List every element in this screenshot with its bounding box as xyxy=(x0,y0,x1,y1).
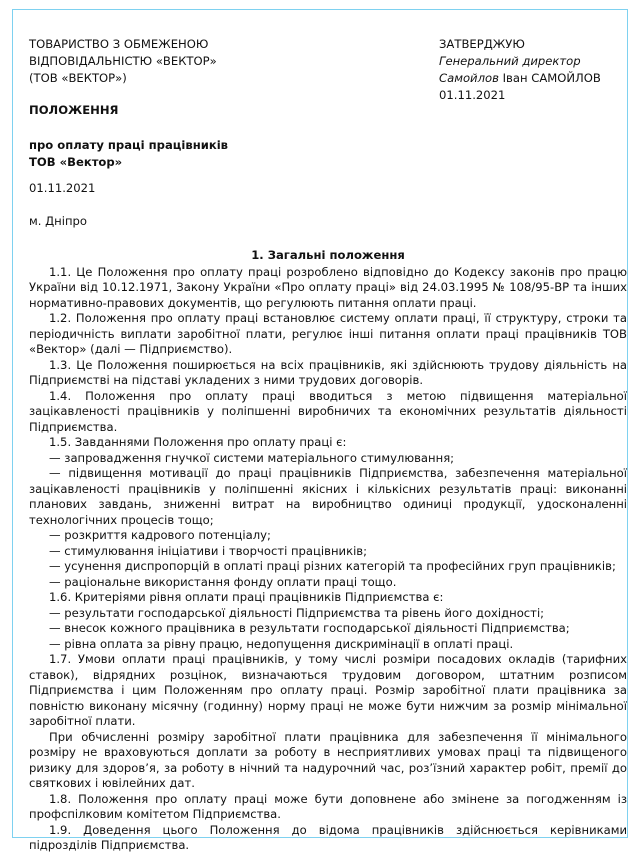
organization-block xyxy=(29,36,289,87)
paragraph-1-6: 1.6. Критеріями рівня оплати праці працівників Підприємства є: xyxy=(49,590,444,604)
approval-position: Генеральний директор xyxy=(439,54,581,68)
paragraph-1-5: 1.5. Завданнями Положення про оплату праці є: xyxy=(49,435,347,449)
task-item: — раціональне використання фонду оплати праці тощо. xyxy=(49,574,397,589)
document-page xyxy=(12,9,628,852)
task-item: — стимулювання ініціативи і творчості працівників; xyxy=(49,543,368,558)
task-item: — усунення диспропорцій в оплаті праці різних категорій та професійних груп працівників; xyxy=(49,559,616,573)
paragraph-1-1: 1.1. Це Положення про оплату праці розроблено відповідно до Кодексу законів про працю України від 10.12.1971, Закону України «Про оплату праці» від 24.03.1995 № 108/95-ВР та інших нормативно-правових документів, що регулюють питання оплати праці. xyxy=(29,264,627,310)
paragraph-1-7-continued: При обчисленні розміру заробітної плати працівника для забезпечення її мінімального розміру не враховуються доплати за роботу в несприятливих умовах праці та підвищеного ризику для здоров’я, за роботу в нічний та надурочний час, роз’їзний характер робіт, премії до святкових і ювілейних дат. xyxy=(29,729,627,790)
section-title: 1. Загальні положення xyxy=(251,248,405,262)
subject-line-2: ТОВ «Вектор» xyxy=(29,155,123,169)
criteria-item: — внесок кожного працівника в результати господарської діяльності Підприємства; xyxy=(49,621,570,635)
task-item: — запровадження гнучкої системи матеріального стимулювання; xyxy=(49,450,455,465)
paragraph-1-9: 1.9. Доведення цього Положення до відома працівників здійснюється керівниками підрозділів Підприємства. xyxy=(29,822,627,852)
criteria-item: — рівна оплата за рівну працю, недопущення дискримінації в оплаті праці. xyxy=(49,636,514,651)
paragraph-1-4: 1.4. Положення про оплату праці вводиться з метою підвищення матеріальної зацікавленості працівників у поліпшенні виробничих та економічних результатів діяльності Підприємства. xyxy=(29,388,627,434)
paragraph-1-8: 1.8. Положення про оплату праці може бути доповнене або змінене за погодженням із профспілковим комітетом Підприємства. xyxy=(29,791,627,821)
criteria-item: — результати господарської діяльності Підприємства та рівень його дохідності; xyxy=(49,605,545,620)
document-date: 01.11.2021 xyxy=(29,181,96,195)
section-body xyxy=(29,248,627,854)
approval-name: Іван САМОЙЛОВ xyxy=(502,71,601,85)
approval-date: 01.11.2021 xyxy=(439,88,506,102)
approval-heading: ЗАТВЕРДЖУЮ xyxy=(439,37,525,51)
paragraph-1-3: 1.3. Це Положення поширюється на всіх працівників, які здійснюють трудову діяльність на Підприємстві на підставі укладених з ними трудових договорів. xyxy=(29,357,627,387)
organization-line-3: (ТОВ «ВЕКТОР») xyxy=(29,71,127,85)
organization-line-2: ВІДПОВІДАЛЬНІСТЮ «ВЕКТОР» xyxy=(29,54,217,68)
approval-signature: Самойлов xyxy=(439,71,499,85)
organization-line-1: ТОВАРИСТВО З ОБМЕЖЕНОЮ xyxy=(29,37,209,51)
document-title: ПОЛОЖЕННЯ xyxy=(29,103,119,117)
task-item: — підвищення мотивації до праці працівників Підприємства, забезпечення матеріальної зацікавленості працівників у поліпшенні якісних і кількісних результатів праці: виконанні планових завдань, зниженні витрат на виробництво одиниці продукції, удосконаленні технологічних процесів тощо; xyxy=(29,466,627,527)
paragraph-1-2: 1.2. Положення про оплату праці встановлює систему оплати праці, її структуру, строки та періодичність виплати заробітної плати, регулює інші питання оплати праці працівників ТОВ «Вектор» (далі — Підприємство). xyxy=(29,311,627,356)
task-item: — розкриття кадрового потенціалу; xyxy=(49,528,271,542)
subject-line-1: про оплату праці працівників xyxy=(29,138,229,152)
approval-block xyxy=(439,36,639,104)
paragraph-1-7: 1.7. Умови оплати праці працівників, у тому числі розміри посадових окладів (тарифних ставок), відрядних розцінок, визначаються трудовим договором, штатним розписом Підприємства і цим Положенням про оплату праці. Розмір заробітної плати працівника за повністю виконану місячну (годинну) норму праці не може бути нижчим за розмір мінімальної заробітної плати. xyxy=(29,652,627,728)
document-city: м. Дніпро xyxy=(29,214,88,228)
approval-signature-line xyxy=(439,70,639,87)
document-subject xyxy=(29,137,228,171)
